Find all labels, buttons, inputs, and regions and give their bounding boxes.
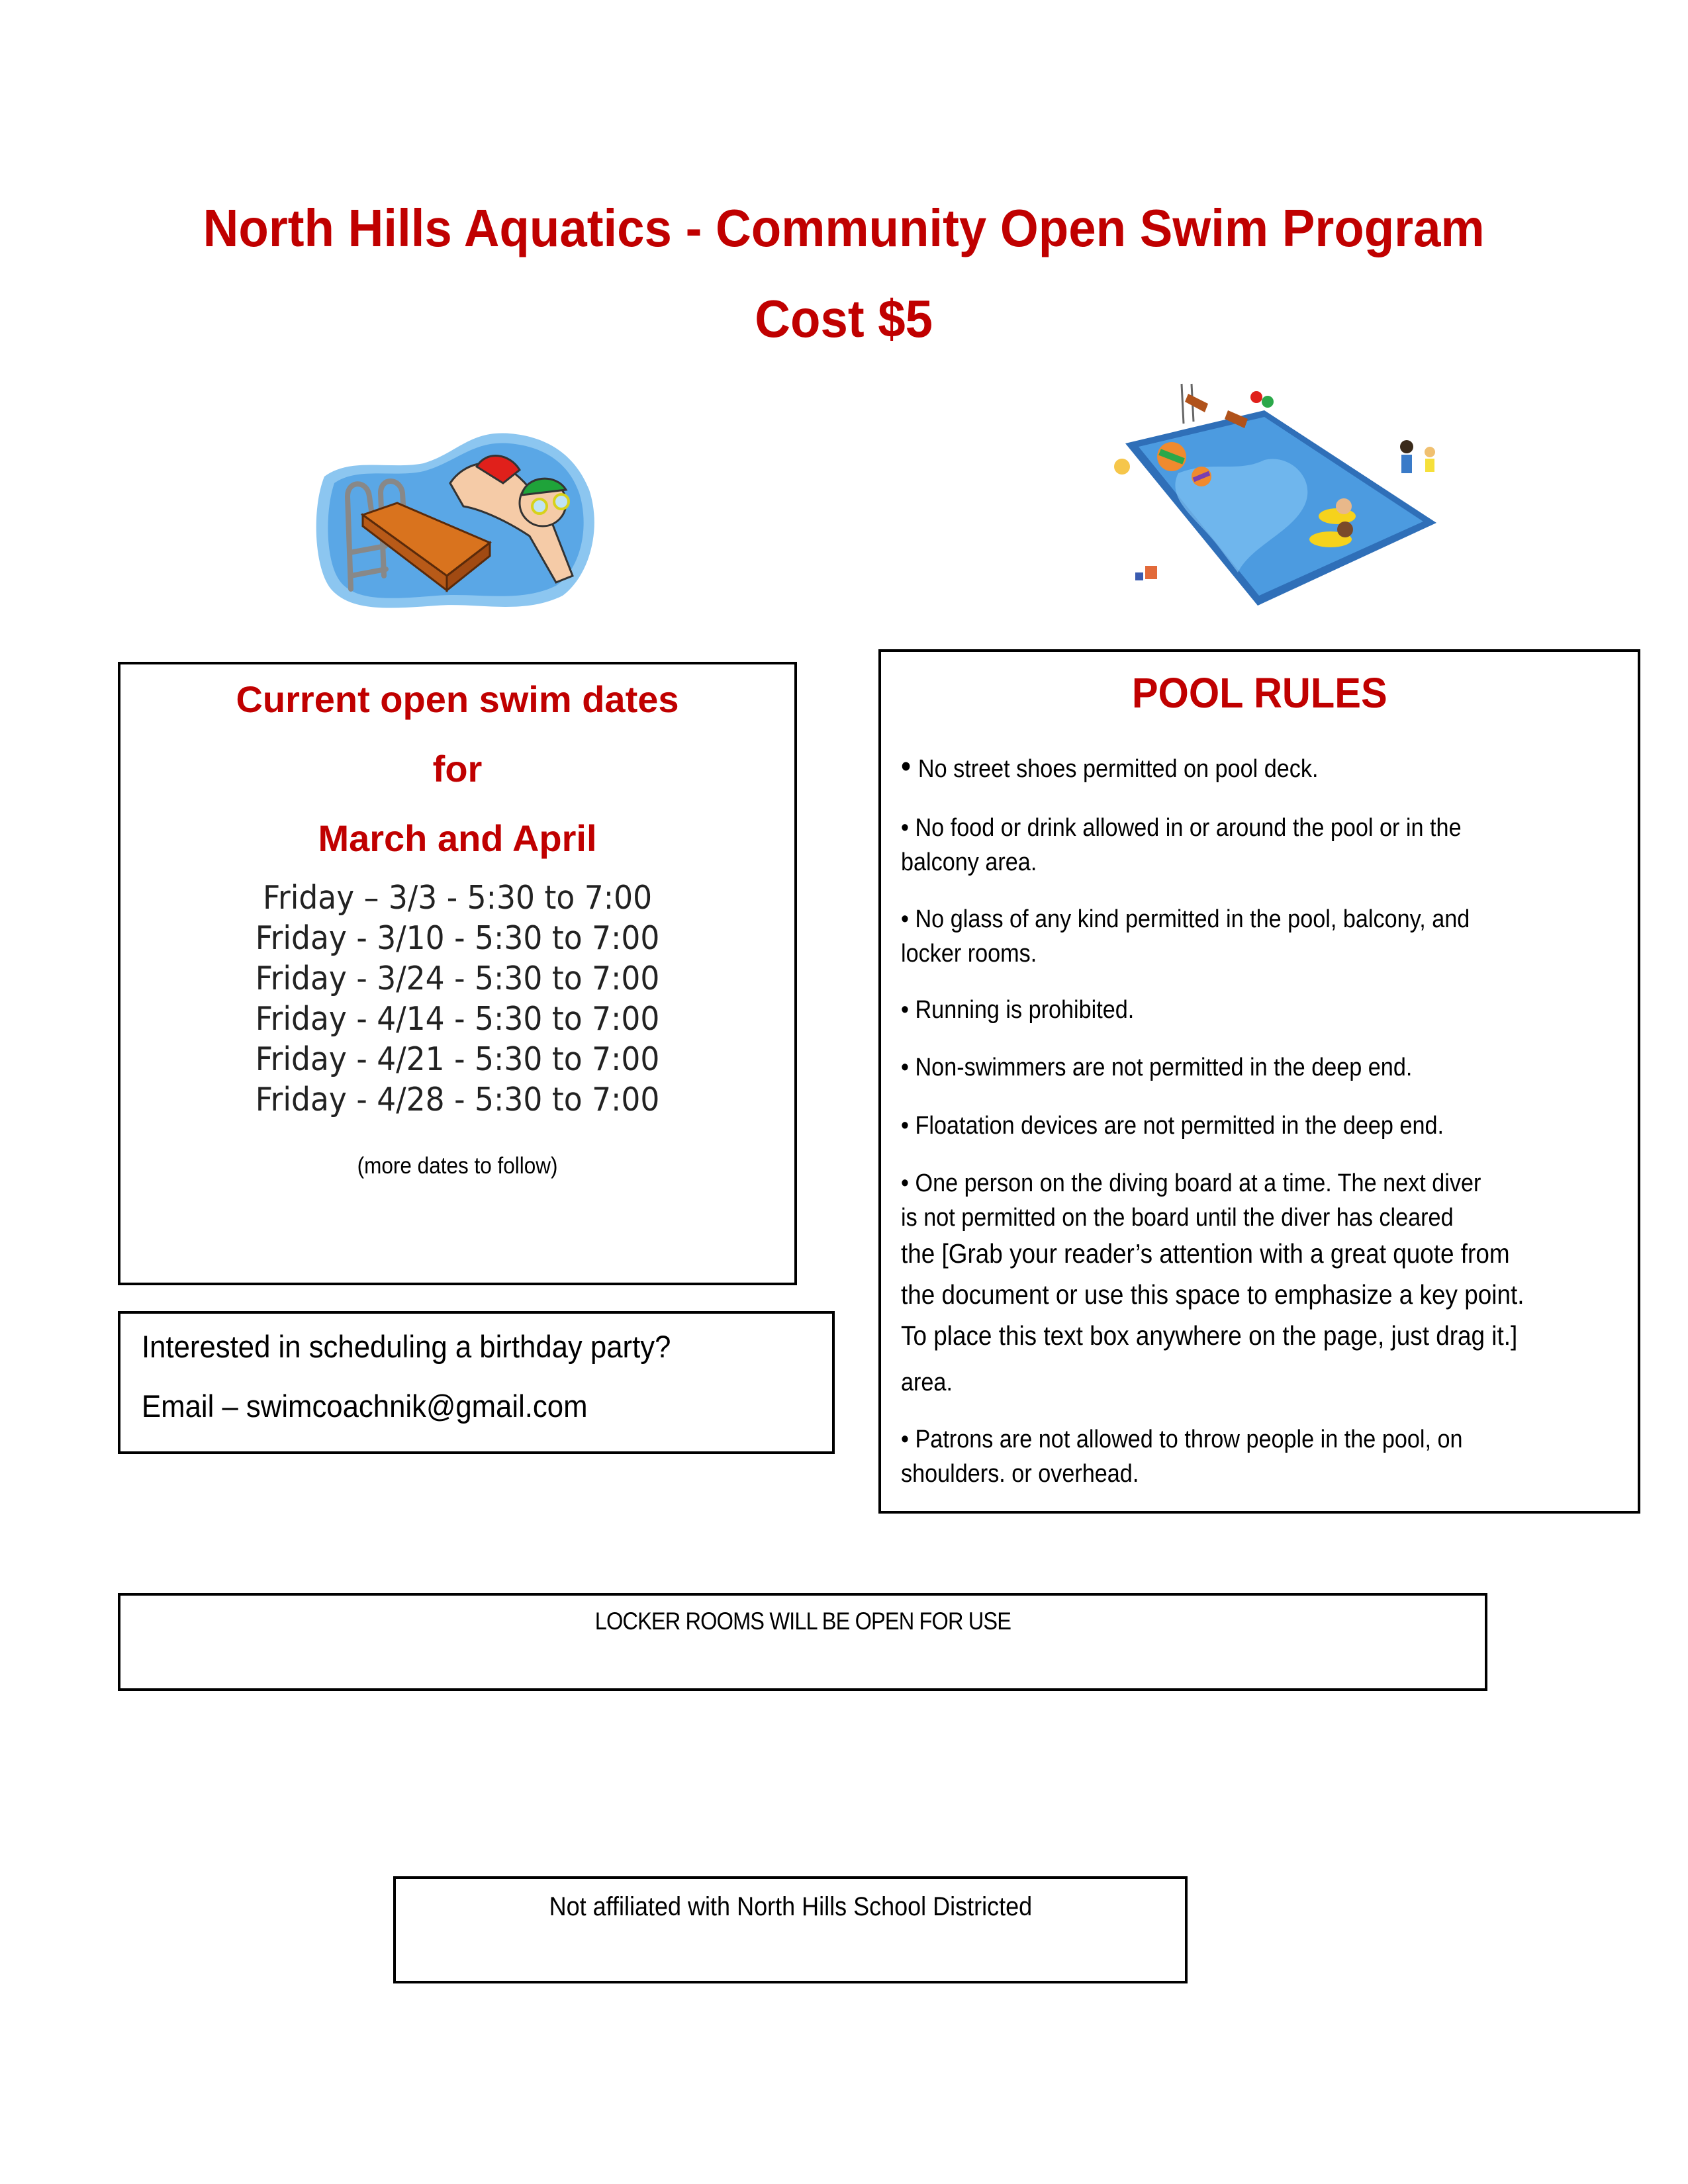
rule-item bbox=[901, 811, 1568, 880]
placeholder-line: the document or use this space to emphasize a key point. bbox=[901, 1279, 1524, 1310]
date-item: Friday - 4/21 - 5:30 to 7:00 bbox=[255, 1040, 660, 1078]
placeholder-line: To place this text box anywhere on the page, just drag it.] bbox=[901, 1320, 1518, 1351]
bullet-icon: • bbox=[901, 1426, 909, 1453]
party-email-line bbox=[142, 1388, 588, 1425]
rule-item bbox=[901, 993, 1568, 1027]
locker-rooms-text: LOCKER ROOMS WILL BE OPEN FOR USE bbox=[594, 1608, 1011, 1635]
date-item: Friday – 3/3 - 5:30 to 7:00 bbox=[263, 879, 653, 917]
rule-text: is not permitted on the board until the diver has cleared bbox=[901, 1204, 1454, 1232]
rule-item bbox=[901, 1422, 1568, 1491]
pool-clipart-icon bbox=[1105, 374, 1436, 612]
page-title: North Hills Aquatics - Community Open Swim Program bbox=[203, 199, 1485, 257]
date-item: Friday - 4/28 - 5:30 to 7:00 bbox=[255, 1081, 660, 1118]
open-swim-dates-box bbox=[118, 662, 797, 1285]
disclaimer-box bbox=[393, 1876, 1188, 1983]
rule-text: Patrons are not allowed to throw people in the pool, on bbox=[915, 1426, 1463, 1453]
rule-text: shoulders. or overhead. bbox=[901, 1460, 1139, 1488]
rule-text: No food or drink allowed in or around the pool or in the bbox=[915, 814, 1462, 842]
rule-item bbox=[901, 1109, 1568, 1143]
placeholder-quote bbox=[901, 1233, 1568, 1356]
bullet-icon: • bbox=[901, 1112, 909, 1140]
pool-rules-box bbox=[878, 649, 1640, 1514]
bullet-icon: • bbox=[901, 996, 909, 1024]
email-link[interactable]: swimcoachnik@gmail.com bbox=[246, 1388, 588, 1424]
email-label: Email – bbox=[142, 1388, 246, 1424]
dates-list bbox=[144, 878, 771, 1120]
placeholder-line: the [Grab your reader’s attention with a great quote from bbox=[901, 1238, 1510, 1269]
bullet-icon: • bbox=[901, 749, 912, 784]
date-item: Friday - 3/10 - 5:30 to 7:00 bbox=[255, 919, 660, 957]
dates-heading-line-2: for bbox=[432, 748, 483, 790]
rule-text: Non-swimmers are not permitted in the deep end. bbox=[915, 1054, 1413, 1081]
area-line: area. bbox=[901, 1369, 953, 1396]
rule-item bbox=[901, 750, 1568, 786]
birthday-party-box bbox=[118, 1311, 835, 1454]
dates-heading-line-3: March and April bbox=[318, 817, 597, 859]
dates-heading-line-1: Current open swim dates bbox=[236, 678, 679, 720]
date-item: Friday - 4/14 - 5:30 to 7:00 bbox=[255, 1000, 660, 1038]
locker-rooms-box bbox=[118, 1593, 1487, 1691]
cost-label: Cost $5 bbox=[755, 289, 933, 348]
party-question: Interested in scheduling a birthday party? bbox=[142, 1329, 671, 1364]
rule-item bbox=[901, 1166, 1568, 1235]
rule-text: balcony area. bbox=[901, 848, 1037, 876]
bullet-icon: • bbox=[901, 814, 909, 842]
rule-text: One person on the diving board at a time. The next diver bbox=[915, 1169, 1481, 1197]
rule-item bbox=[901, 902, 1568, 971]
rule-text: Running is prohibited. bbox=[915, 996, 1135, 1024]
rule-text: No street shoes permitted on pool deck. bbox=[917, 755, 1319, 783]
pool-rules-title: POOL RULES bbox=[1131, 669, 1387, 717]
rule-text: Floatation devices are not permitted in the deep end. bbox=[915, 1112, 1444, 1140]
bullet-icon: • bbox=[901, 1054, 909, 1081]
rule-text: locker rooms. bbox=[901, 940, 1037, 968]
bullet-icon: • bbox=[901, 1169, 909, 1197]
bullet-icon: • bbox=[901, 905, 909, 933]
more-dates-note: (more dates to follow) bbox=[357, 1153, 558, 1179]
diver-clipart-icon bbox=[311, 417, 602, 615]
rule-item bbox=[901, 1050, 1568, 1085]
rule-text: No glass of any kind permitted in the pool, balcony, and bbox=[915, 905, 1470, 933]
disclaimer-text: Not affiliated with North Hills School Districted bbox=[549, 1892, 1033, 1921]
date-item: Friday - 3/24 - 5:30 to 7:00 bbox=[255, 960, 660, 997]
